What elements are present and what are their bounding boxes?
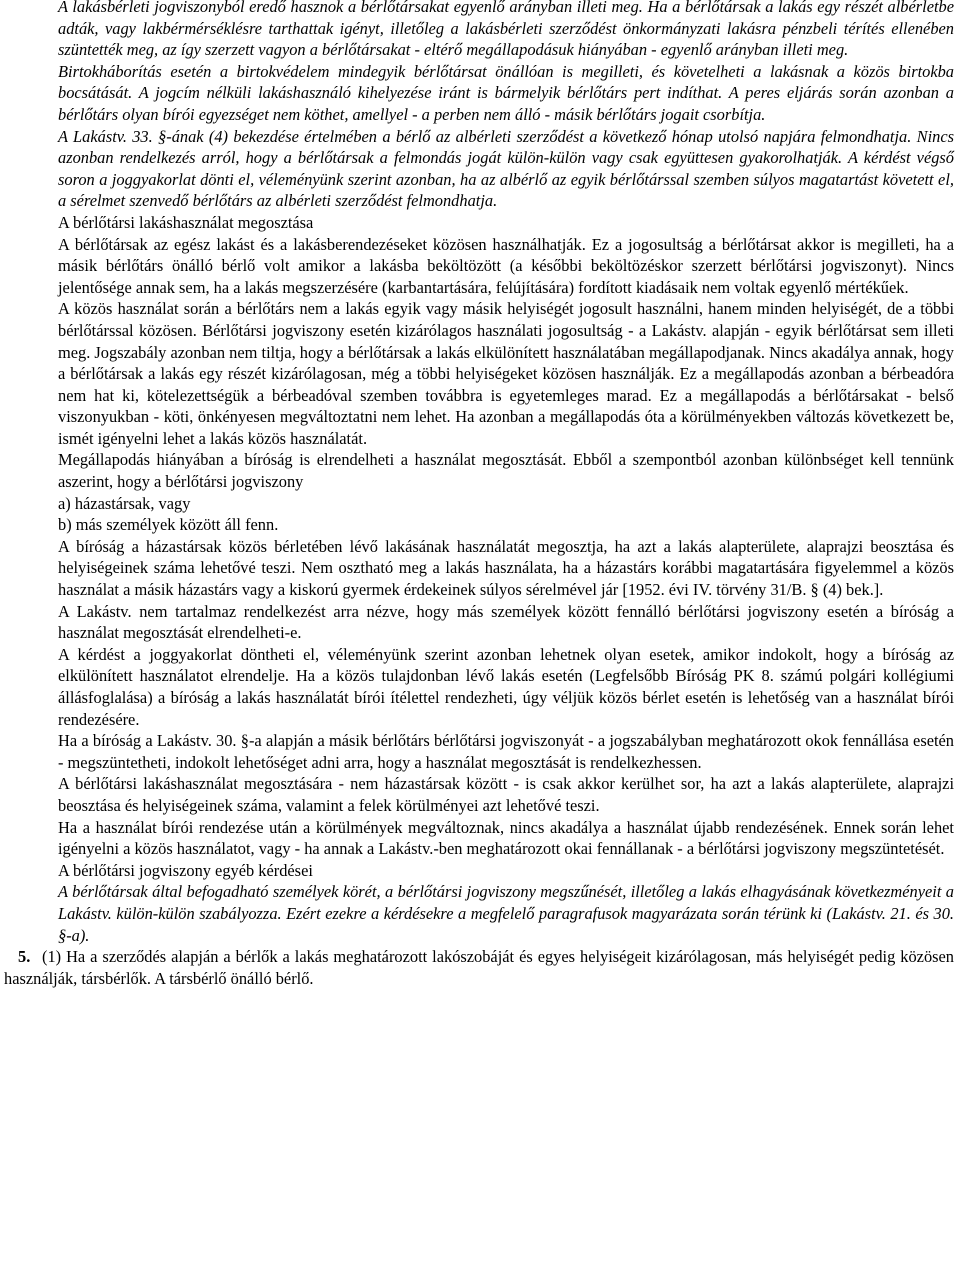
paragraph-possession-protection: Birtokháborítás esetén a birtokvédelem mindegyik bérlőtársat önállóan is megilleti, és követelheti a lakásnak a közös birtokba bocsátását. A jogcím nélküli lakáshasználó kihelyezése iránt is bármelyik bérlőtárs pert indíthat. A peres eljárás során azonban a bérlőtárs olyan bírói egyezséget nem köthet, amellyel - a perben nem álló - másik bérlőtárs jogait csorbítja. (58, 61, 954, 124)
list-item-a: a) házastársak, vagy (58, 493, 191, 513)
paragraph-spouses-lease: A bíróság a házastársak közös bérletében lévő lakásának használatát megosztja, ha azt a lakás alapterülete, alaprajzi beosztása és helyiségeinek száma lehetővé teszi. Nem osztható meg a lakás használata, ha a házastárs korábbi magatartására figyelemmel a közös használat a másik házastárs vagy a kiskorú gyermek érdekeinek súlyos sérelmével jár [1952. évi IV. törvény 31/B. § (4) bek.]. (58, 536, 954, 600)
item-text: (1) Ha a szerződés alapján a bérlők a lakás meghatározott lakószobáját és egyes helyiségeit kizárólagosan, más helyiségét pedig közösen használják, társbérlők. A társbérlő önálló bérlő. (4, 947, 954, 988)
paragraph-common-use-rooms: A közös használat során a bérlőtárs nem a lakás egyik vagy másik helyiségét jogosult használni, hanem minden helyiségét, de a többi bérlőtárssal közösen. Bérlőtársi jogviszony esetén kizárólagos használati jogosultság - a Lakástv. alapján - egyik bérlőtársat sem illeti meg. Jogszabály azonban nem tiltja, hogy a bérlőtársak a lakás elkülönített használatában megállapodjanak. Nincs akadálya annak, hogy a bérlőtársak a lakás egy részét kizárólagosan, még a többi helyiségeket közösen használják. Ez a megállapodás azonban a bérbeadóra nem hat ki, kötelezettségük a bérbeadóval szemben továbbra is egyetemleges marad. Ez a megállapodás a bérlőtársakat - belső viszonyukban - köti, önkényesen megváltoztatni nem lehet. Ha azonban a megállapodás óta a körülményekben változás következett be, ismét igényelni lehet a lakás közös használatát. (58, 299, 954, 448)
paragraph-joint-use: A bérlőtársak az egész lakást és a lakásberendezéseket közösen használhatják. Ez a jogosultság a bérlőtársat akkor is megilleti, ha a másik bérlőtárs önálló bérlő volt amikor a lakásba beköltözött (a későbbi beköltözéskor szerzett bérlőtársi jogviszonyt). Nincs jelentősége annak sem, ha a lakás megszerzésére (karbantartására, felújítására) fordított kiadásaik nem voltak egyenlő mértékűek. (58, 234, 954, 297)
item-number: 5. (18, 947, 31, 967)
numbered-item-5 (0, 946, 960, 989)
paragraph-sublease-termination: A Lakástv. 33. §-ának (4) bekezdése értelmében a bérlő az albérleti szerződést a következő hónap utolsó napjára felmondhatja. Nincs azonban rendelkezés arról, hogy a bérlőtársak a felmondás jogát külön-külön vagy csak együttesen gyakorolhatják. A kérdést végső soron a joggyakorlat dönti el, véleményünk szerint azonban, ha az albérlő az egyik bérlőtárssal szemben súlyos magatartást követett el, a sérelmet szenvedő bérlőtárs az albérleti szerződést felmondhatja. (58, 126, 954, 211)
paragraph-changed-circumstances: Ha a használat bírói rendezése után a körülmények megváltoznak, nincs akadálya a használat újabb rendezésének. Ennek során lehet igényelni a közös használatot, vagy - ha annak a Lakástv.-ben meghatározott okai fennállanak - a bérlőtársi jogviszony megszüntetését. (58, 817, 954, 859)
paragraph-income-sharing: A lakásbérleti jogviszonyból eredő hasznok a bérlőtársakat egyenlő arányban illeti meg. Ha a bérlőtársak a lakás egy részét albérletbe adták, vagy lakbérmérséklésre tarthattak igényt, illetőleg a lakásbérleti szerződést önkormányzati lakásra pénzbeli térítés ellenében szüntették meg, az így szerzett vagyon a bérlőtársakat - eltérő megállapodásuk hiányában - egyenlő arányban illeti meg. (58, 0, 954, 60)
section-heading-use-sharing: A bérlőtársi lakáshasználat megosztása (58, 212, 314, 232)
paragraph-non-spouses: A bérlőtársi lakáshasználat megosztására - nem házastársak között - is csak akkor kerülhet sor, ha azt a lakás alapterülete, alaprajzi beosztása és helyiségeinek száma, valamint a felek körülményei azt lehetővé teszi. (58, 774, 954, 815)
list-item-b: b) más személyek között áll fenn. (58, 515, 279, 535)
paragraph-section-30: Ha a bíróság a Lakástv. 30. §-a alapján a másik bérlőtárs bérlőtársi jogviszonyát - a jogszabályban meghatározott okok fennállása esetén - megszüntetheti, indokolt lehetőséget adni arra, hogy a használat megosztását is rendelkezhessen. (58, 731, 954, 772)
paragraph-admitted-persons: A bérlőtársak által befogadható személyek körét, a bérlőtársi jogviszony megszűnését, illetőleg a lakás elhagyásának következményeit a Lakástv. külön-külön szabályozza. Ezért ezekre a kérdésekre a megfelelő paragrafusok magyarázata során térünk ki (Lakástv. 21. és 30. §-a). (58, 882, 954, 945)
paragraph-no-provision: A Lakástv. nem tartalmaz rendelkezést arra nézve, hogy más személyek között fennálló bérlőtársi jogviszony esetén a bíróság a használat megosztását elrendelheti-e. (58, 601, 954, 643)
paragraph-court-division: Megállapodás hiányában a bíróság is elrendelheti a használat megosztását. Ebből a szempontból azonban különbséget kell tennünk aszerint, hogy a bérlőtársi jogviszony (58, 450, 954, 492)
paragraph-judicial-practice: A kérdést a joggyakorlat döntheti el, véleményünk szerint azonban lehetnek olyan esetek, amikor indokolt, hogy a bíróság az elkülönített használatot elrendelje. Ha a közös tulajdonban lévő lakás esetén (Legfelsőbb Bíróság PK 8. számú polgári kollégiumi állásfoglalása) a bíróság a lakás használatát bírói ítélettel rendezheti, úgy véljük közös bérlet esetén is lehetőség van a használat bírói rendezésére. (58, 644, 954, 729)
section-heading-other-questions: A bérlőtársi jogviszony egyéb kérdései (58, 860, 313, 880)
